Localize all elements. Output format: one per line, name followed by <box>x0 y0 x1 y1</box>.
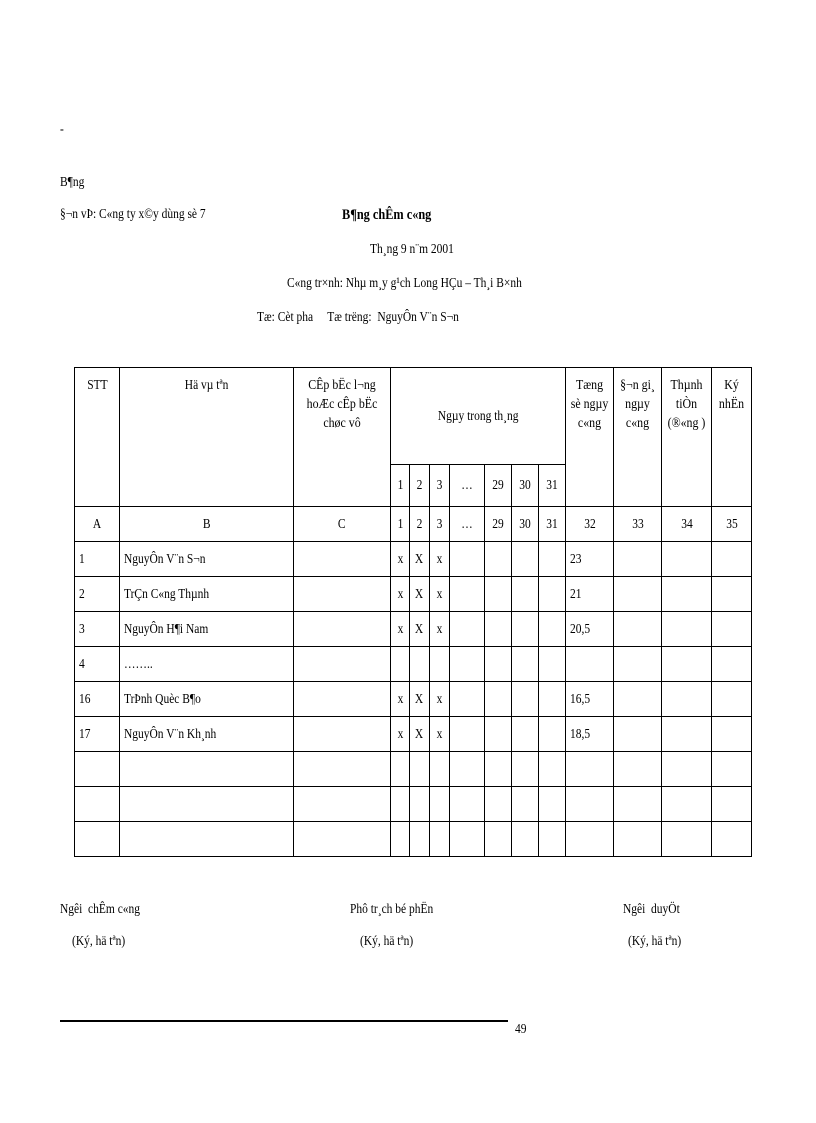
row-day-3 <box>430 682 450 717</box>
row-day-1-text: x <box>397 551 403 567</box>
code-row <box>75 507 752 542</box>
row-empty-cell <box>712 647 752 682</box>
header-sign: Ký nhËn <box>712 368 752 507</box>
row-empty-cell <box>614 577 662 612</box>
row-name <box>120 647 294 682</box>
row-day-2 <box>410 682 430 717</box>
empty-cell <box>450 822 485 857</box>
row-day-3 <box>430 577 450 612</box>
empty-cell <box>410 822 430 857</box>
row-day-empty <box>450 577 485 612</box>
code-cell: 31 <box>539 507 566 542</box>
code-cell: 1 <box>391 507 410 542</box>
table-row <box>75 682 752 717</box>
table-row-empty <box>75 787 752 822</box>
project-line: C«ng tr×nh: Nhµ m¸y g¹ch Long HÇu – Th¸i B×nh <box>287 276 522 291</box>
row-day-2-text: X <box>415 586 424 602</box>
row-day-empty <box>485 542 512 577</box>
row-day-1 <box>391 647 410 682</box>
row-empty-cell <box>712 682 752 717</box>
signature-mid-sub: (Ký, hä tªn) <box>360 934 414 949</box>
row-grade <box>294 717 391 752</box>
row-stt <box>75 647 120 682</box>
row-stt-text: 1 <box>79 551 85 567</box>
empty-cell <box>712 787 752 822</box>
row-day-empty <box>485 647 512 682</box>
empty-cell <box>294 787 391 822</box>
empty-cell <box>662 752 712 787</box>
row-total <box>566 717 614 752</box>
empty-cell <box>294 822 391 857</box>
row-day-1 <box>391 682 410 717</box>
table-row <box>75 647 752 682</box>
empty-cell <box>566 787 614 822</box>
header-unit-price: §¬n gi¸ ngµy c«ng <box>614 368 662 507</box>
row-total-text: 18,5 <box>570 726 591 742</box>
row-total-text: 23 <box>570 551 582 567</box>
empty-cell <box>539 787 566 822</box>
row-day-2-text: X <box>415 621 424 637</box>
row-total <box>566 542 614 577</box>
signature-left-sub: (Ký, hä tªn) <box>72 934 126 949</box>
row-stt-text: 2 <box>79 586 85 602</box>
row-name-text: …….. <box>124 656 153 672</box>
row-day-2 <box>410 647 430 682</box>
row-day-empty <box>539 612 566 647</box>
empty-cell <box>75 752 120 787</box>
row-empty-cell <box>662 577 712 612</box>
header-grade: CÊp bËc l¬ng hoÆc cÊp bËc chøc vô <box>294 368 391 507</box>
row-day-empty <box>539 682 566 717</box>
row-empty-cell <box>712 612 752 647</box>
row-day-1 <box>391 542 410 577</box>
code-cell: B <box>120 507 294 542</box>
row-day-2-text: X <box>415 551 424 567</box>
row-empty-cell <box>712 577 752 612</box>
code-cell: C <box>294 507 391 542</box>
row-day-empty <box>512 682 539 717</box>
row-day-1 <box>391 612 410 647</box>
row-day-3 <box>430 542 450 577</box>
row-day-empty <box>450 612 485 647</box>
empty-cell <box>430 822 450 857</box>
row-day-3 <box>430 612 450 647</box>
row-name <box>120 682 294 717</box>
team-line: Tæ: Cèt pha Tæ trëng: NguyÔn V¨n S¬n <box>257 310 459 325</box>
row-empty-cell <box>614 647 662 682</box>
row-name <box>120 542 294 577</box>
code-cell: … <box>450 507 485 542</box>
row-day-2 <box>410 542 430 577</box>
empty-cell <box>391 787 410 822</box>
empty-cell <box>120 822 294 857</box>
row-day-empty <box>512 647 539 682</box>
header-stt: STT <box>75 368 120 507</box>
empty-cell <box>391 822 410 857</box>
header-day-ellipsis: … <box>450 465 485 507</box>
row-day-1-text: x <box>397 586 403 602</box>
row-stt-text: 4 <box>79 656 85 672</box>
empty-cell <box>662 787 712 822</box>
row-day-3-text: x <box>436 551 443 567</box>
row-day-1-text: x <box>397 691 403 707</box>
row-day-empty <box>450 542 485 577</box>
row-total-text: 20,5 <box>570 621 591 637</box>
empty-cell <box>512 822 539 857</box>
row-grade <box>294 647 391 682</box>
row-day-empty <box>512 717 539 752</box>
header-row <box>75 368 752 465</box>
page-number: 49 <box>515 1022 527 1037</box>
empty-cell <box>614 752 662 787</box>
page-title: B¶ng chÊm c«ng <box>342 207 432 223</box>
row-total <box>566 647 614 682</box>
table-row <box>75 542 752 577</box>
month-line: Th¸ng 9 n¨m 2001 <box>370 242 454 257</box>
header-day-2: 2 <box>410 465 430 507</box>
empty-cell <box>120 787 294 822</box>
header-day-30: 30 <box>512 465 539 507</box>
row-day-empty <box>485 612 512 647</box>
row-day-empty <box>450 682 485 717</box>
row-day-3-text: x <box>436 586 443 602</box>
empty-cell <box>539 822 566 857</box>
empty-cell <box>450 752 485 787</box>
row-grade <box>294 577 391 612</box>
row-day-empty <box>512 577 539 612</box>
empty-cell <box>75 787 120 822</box>
row-day-2 <box>410 717 430 752</box>
row-day-1-text: x <box>397 726 403 742</box>
empty-cell <box>294 752 391 787</box>
row-empty-cell <box>662 612 712 647</box>
row-day-2-text: X <box>415 691 424 707</box>
table-row <box>75 717 752 752</box>
signature-right-title: Ngêi duyÖt <box>623 902 680 917</box>
unit-line: §¬n vÞ: C«ng ty x©y dùng sè 7 <box>60 207 206 222</box>
empty-cell <box>512 752 539 787</box>
row-day-empty <box>539 647 566 682</box>
empty-cell <box>566 752 614 787</box>
row-name-text: NguyÔn V¨n S¬n <box>124 551 206 567</box>
row-day-2-text: X <box>415 726 424 742</box>
row-day-3-text: x <box>436 726 443 742</box>
table-row-empty <box>75 822 752 857</box>
row-stt <box>75 612 120 647</box>
row-day-1 <box>391 717 410 752</box>
empty-cell <box>712 822 752 857</box>
row-day-empty <box>450 647 485 682</box>
row-name <box>120 717 294 752</box>
row-name-text: TrÞnh Quèc B¶o <box>124 691 201 707</box>
header-day-31: 31 <box>539 465 566 507</box>
timesheet-table <box>74 367 752 857</box>
row-day-empty <box>485 717 512 752</box>
empty-cell <box>712 752 752 787</box>
code-cell: 35 <box>712 507 752 542</box>
row-stt <box>75 717 120 752</box>
row-day-empty <box>485 682 512 717</box>
row-stt-text: 17 <box>79 726 91 742</box>
row-grade <box>294 612 391 647</box>
header-day-1: 1 <box>391 465 410 507</box>
row-day-empty <box>512 542 539 577</box>
row-total <box>566 577 614 612</box>
row-day-2 <box>410 612 430 647</box>
row-day-empty <box>450 717 485 752</box>
header-name: Hä vµ tªn <box>120 368 294 507</box>
row-name <box>120 612 294 647</box>
row-name-text: NguyÔn H¶i Nam <box>124 621 209 637</box>
table-row-empty <box>75 752 752 787</box>
empty-cell <box>410 787 430 822</box>
row-empty-cell <box>662 717 712 752</box>
row-stt-text: 16 <box>79 691 91 707</box>
row-day-empty <box>539 717 566 752</box>
row-empty-cell <box>712 542 752 577</box>
code-cell: A <box>75 507 120 542</box>
row-empty-cell <box>662 542 712 577</box>
footer-rule <box>60 1020 508 1022</box>
empty-cell <box>566 822 614 857</box>
row-name-text: TrÇn C«ng Thµnh <box>124 586 210 602</box>
header-day-3: 3 <box>430 465 450 507</box>
table-row <box>75 577 752 612</box>
empty-cell <box>391 752 410 787</box>
code-cell: 34 <box>662 507 712 542</box>
header-days-group: Ngµy trong th¸ng <box>391 368 566 465</box>
header-amount: Thµnh tiÒn (®«ng ) <box>662 368 712 507</box>
empty-cell <box>539 752 566 787</box>
row-stt <box>75 577 120 612</box>
row-day-3-text: x <box>436 691 443 707</box>
empty-cell <box>485 822 512 857</box>
signature-mid-title: Phô tr¸ch bé phËn <box>350 902 434 917</box>
row-stt <box>75 542 120 577</box>
row-day-2 <box>410 577 430 612</box>
header-total: Tæng sè ngµy c«ng <box>566 368 614 507</box>
code-cell: 29 <box>485 507 512 542</box>
signature-right-sub: (Ký, hä tªn) <box>628 934 682 949</box>
code-cell: 33 <box>614 507 662 542</box>
row-day-3-text: x <box>436 621 443 637</box>
empty-cell <box>662 822 712 857</box>
empty-cell <box>485 752 512 787</box>
empty-cell <box>485 787 512 822</box>
code-cell: 30 <box>512 507 539 542</box>
code-cell: 2 <box>410 507 430 542</box>
row-day-1-text: x <box>397 621 403 637</box>
row-empty-cell <box>614 542 662 577</box>
empty-cell <box>450 787 485 822</box>
code-cell: 3 <box>430 507 450 542</box>
dash-mark: - <box>60 122 64 137</box>
empty-cell <box>430 787 450 822</box>
row-grade <box>294 542 391 577</box>
empty-cell <box>512 787 539 822</box>
row-total <box>566 612 614 647</box>
row-name <box>120 577 294 612</box>
row-empty-cell <box>662 647 712 682</box>
row-day-empty <box>485 577 512 612</box>
row-grade <box>294 682 391 717</box>
empty-cell <box>410 752 430 787</box>
row-day-empty <box>539 542 566 577</box>
row-day-3 <box>430 647 450 682</box>
row-total <box>566 682 614 717</box>
code-cell: 32 <box>566 507 614 542</box>
row-day-1 <box>391 577 410 612</box>
row-total-text: 16,5 <box>570 691 591 707</box>
row-empty-cell <box>614 717 662 752</box>
row-empty-cell <box>712 717 752 752</box>
empty-cell <box>614 822 662 857</box>
row-day-empty <box>512 612 539 647</box>
row-stt-text: 3 <box>79 621 85 637</box>
row-day-3 <box>430 717 450 752</box>
empty-cell <box>75 822 120 857</box>
row-stt <box>75 682 120 717</box>
row-empty-cell <box>614 612 662 647</box>
header-day-29: 29 <box>485 465 512 507</box>
table-row <box>75 612 752 647</box>
row-name-text: NguyÔn V¨n Kh¸nh <box>124 726 217 742</box>
row-empty-cell <box>662 682 712 717</box>
row-day-empty <box>539 577 566 612</box>
empty-cell <box>430 752 450 787</box>
doc-label: B¶ng <box>60 175 85 190</box>
empty-cell <box>614 787 662 822</box>
signature-left-title: Ngêi chÊm c«ng <box>60 902 141 917</box>
row-total-text: 21 <box>570 586 582 602</box>
empty-cell <box>120 752 294 787</box>
row-empty-cell <box>614 682 662 717</box>
